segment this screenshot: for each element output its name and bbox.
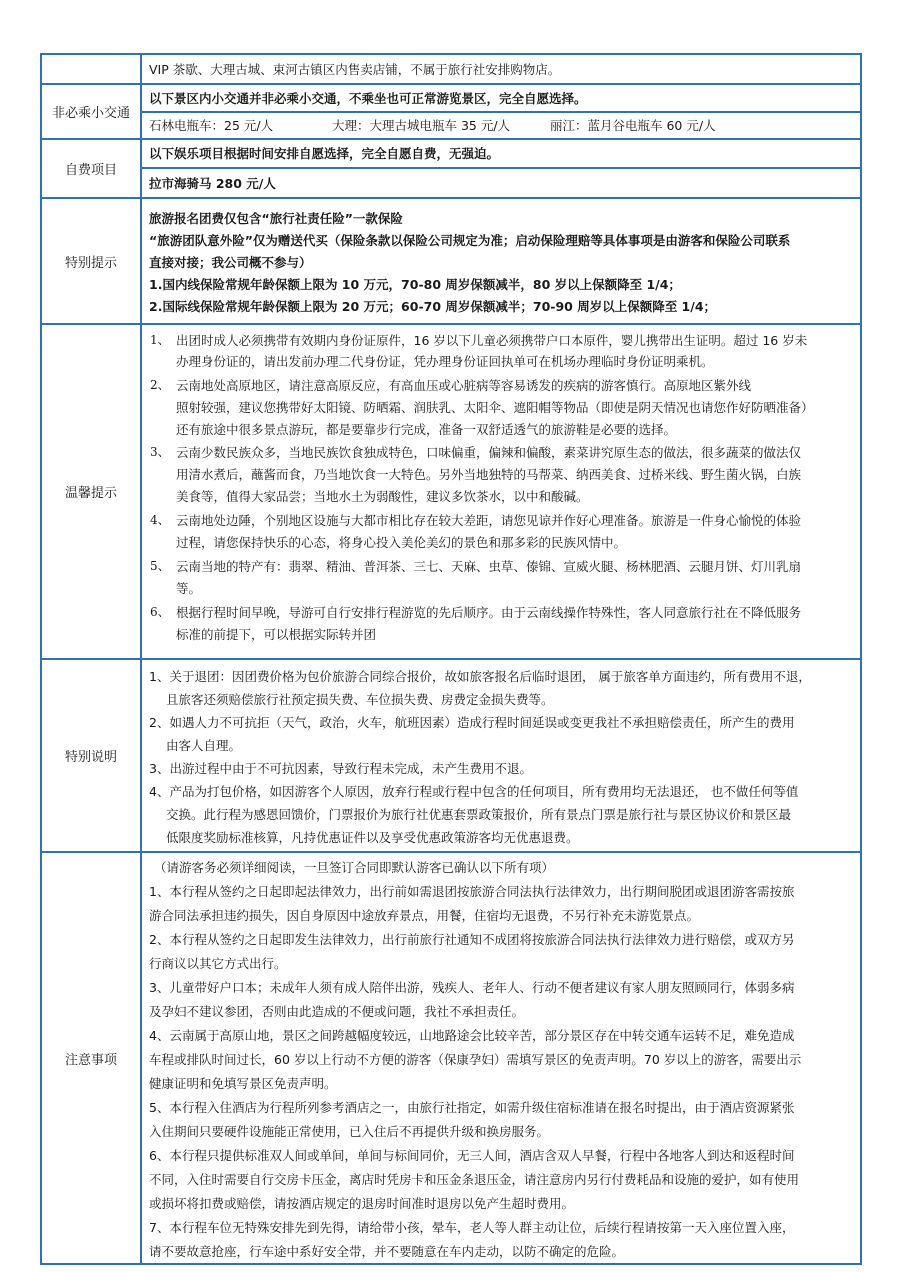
row-special-tips — [42, 199, 860, 325]
precaution-line: 1、本行程从签约之日起即起法律效力，出行前如需退团按旅游合同法执行法律效力，出行期间脱团或退团游客需按旅 — [149, 884, 795, 899]
warm-tip-line: 等。 — [176, 581, 202, 596]
special-note-line: 由客人自理。 — [166, 738, 242, 753]
warm-tip-line: 出团时成人必须携带有效期内身份证原件，16 岁以下儿童必须携带户口本原件，婴儿携带出生证明。超过 16 岁未 — [176, 333, 808, 348]
precaution-line: 入住期间只要硬件设施能正常使用，已入住后不再提供升级和换房服务。 — [149, 1124, 550, 1139]
precaution-line: 4、云南属于高原山地，景区之间跨越幅度较远，山地路途会比较辛苦，部分景区存在中转交通车运转不足，难免造成 — [149, 1028, 795, 1043]
special-note-line: 且旅客还须赔偿旅行社预定损失费、车位损失费、房费定金损失费等。 — [166, 692, 554, 707]
transport-item-dali: 大理：大理古城电瓶车 35 元/人 — [332, 118, 511, 133]
transport-heading: 以下景区内小交通并非必乘小交通，不乘坐也可正常游览景区，完全自愿选择。 — [149, 91, 587, 106]
row-shopping-note — [42, 55, 860, 85]
itinerary-table — [40, 53, 862, 1265]
special-note-line: 2、如遇人力不可抗拒（天气，政治，火车，航班因素）造成行程时间延误或变更我社不承担赔偿责任，所产生的费用 — [149, 715, 795, 730]
warm-tip-line: 云南地处边陲，个别地区设施与大都市相比存在较大差距，请您见谅并作好心理准备。旅游是一件身心愉悦的体验 — [176, 513, 802, 528]
row-warm-tips — [42, 325, 860, 660]
warm-tip-number: 1、 — [150, 333, 170, 347]
row-label-transport: 非必乘小交通 — [42, 85, 142, 138]
warm-tip-number: 3、 — [150, 445, 170, 459]
warm-tip-line: 云南地处高原地区，请注意高原反应，有高血压或心脏病等容易诱发的疾病的游客慎行。高原地区紫外线 — [176, 378, 752, 393]
special-note-line: 1、关于退团：因团费价格为包价旅游合同综合报价，故如旅客报名后临时退团， 属于旅客单方面违约，所有费用不退， — [149, 669, 811, 684]
precaution-line: 7、本行程车位无特殊安排先到先得，请给带小孩，晕车，老人等人群主动让位，后续行程请按第一天入座位置入座， — [149, 1220, 795, 1235]
optional-heading: 以下娱乐项目根据时间安排自愿选择，完全自愿自费，无强迫。 — [149, 146, 500, 161]
precaution-line: 请不要故意抢座，行车途中系好安全带，并不要随意在车内走动，以防不确定的危险。 — [149, 1244, 625, 1259]
special-note-line: 交换。此行程为感恩回馈价，门票报价为旅行社优惠套票政策报价，所有景点门票是旅行社与景区协议价和景区最 — [166, 807, 792, 822]
row-label-warm-tips: 温馨提示 — [42, 325, 142, 658]
precaution-line: 3、儿童带好户口本；未成年人须有成人陪伴出游，残疾人、老年人、行动不便者建议有家人朋友照顾同行，体弱多病 — [149, 980, 795, 995]
precaution-line: 健康证明和免填写景区免责声明。 — [149, 1076, 337, 1091]
transport-item-lijiang: 丽江：蓝月谷电瓶车 60 元/人 — [550, 118, 716, 133]
precaution-line: 不同，入住时需要自行交房卡压金，离店时凭房卡和压金条退压金，请注意房内另行付费耗品和设施的爱护，如有使用 — [149, 1172, 800, 1187]
special-note-line: 4、产品为打包价格，如因游客个人原因，放弃行程或行程中包含的任何项目，所有费用均无法退还， 也不做任何等值 — [149, 784, 799, 799]
precaution-line: 5、本行程入住酒店为行程所列参考酒店之一，由旅行社指定，如需升级住宿标准请在报名时提出，由于酒店资源紧张 — [149, 1100, 795, 1115]
row-label-special-notes: 特别说明 — [42, 660, 142, 851]
precaution-line: 游合同法承担违约损失，因自身原因中途放弃景点，用餐，住宿均无退费，不另行补充未游览景点。 — [149, 908, 700, 923]
precaution-line: 及孕妇不建议参团，否则由此造成的不便或问题，我社不承担责任。 — [149, 1004, 525, 1019]
precaution-line: 或损坏将扣费或赔偿，请按酒店规定的退房时间准时退房以免产生超时费用。 — [149, 1196, 575, 1211]
special-tips-line: 1.国内线保险常规年龄保额上限为 10 万元，70-80 周岁保额减半，80 岁以上保额降至 1/4； — [149, 277, 681, 292]
special-tips-line: 2.国际线保险常规年龄保额上限为 20 万元；60-70 周岁保额减半；70-90 周岁以上保额降至 1/4； — [149, 299, 717, 314]
shopping-note-text: VIP 茶歇、大理古城、束河古镇区内售卖店铺，不属于旅行社安排购物店。 — [149, 62, 561, 77]
warm-tip-line: 云南少数民族众多，当地民族饮食独成特色，口味偏重，偏辣和偏酸，素菜讲究原生态的做法，很多蔬菜的做法仅 — [176, 445, 802, 460]
row-special-notes — [42, 660, 860, 853]
warm-tip-number: 6、 — [150, 605, 170, 619]
row-label-precautions: 注意事项 — [42, 853, 142, 1263]
optional-item: 拉市海骑马 280 元/人 — [149, 176, 276, 191]
warm-tip-line: 还有旅途中很多景点游玩，都是要靠步行完成，准备一双舒适透气的旅游鞋是必要的选择。 — [176, 422, 677, 437]
row-transport — [42, 85, 860, 140]
precaution-intro: （请游客务必须详细阅读，一旦签订合同即默认游客已确认以下所有项） — [154, 860, 555, 875]
transport-item-shilin: 石林电瓶车：25 元/人 — [149, 118, 274, 133]
warm-tip-line: 美食等，值得大家品尝；当地水土为弱酸性，建议多饮茶水，以中和酸碱。 — [176, 489, 589, 504]
warm-tip-number: 5、 — [150, 559, 170, 573]
special-tips-line: 直接对接；我公司概不参与） — [149, 255, 312, 270]
warm-tip-number: 4、 — [150, 513, 170, 527]
special-note-line: 低限度奖励标准核算，凡持优惠证件以及享受优惠政策游客均无优惠退费。 — [166, 830, 579, 845]
row-label-empty — [42, 55, 142, 83]
warm-tip-line: 云南当地的特产有：翡翠、精油、普洱茶、三七、天麻、虫草、傣锦、宣威火腿、杨林肥酒、云腿月饼、灯川乳扇 — [176, 559, 802, 574]
special-note-line: 3、出游过程中由于不可抗因素，导致行程未完成，未产生费用不退。 — [149, 761, 532, 776]
precaution-line: 2、本行程从签约之日起即发生法律效力，出行前旅行社通知不成团将按旅游合同法执行法律效力进行赔偿，或双方另 — [149, 932, 795, 947]
warm-tip-line: 标准的前提下，可以根据实际转并团 — [176, 627, 377, 642]
row-optional — [42, 140, 860, 199]
warm-tip-line: 过程，请您保持快乐的心态，将身心投入美伦美幻的景色和那多彩的民族风情中。 — [176, 535, 627, 550]
row-label-special-tips: 特别提示 — [42, 199, 142, 323]
precaution-line: 车程或排队时间过长，60 岁以上行动不方便的游客（保康孕妇）需填写景区的免责声明。70 岁以上的游客，需要出示 — [149, 1052, 802, 1067]
warm-tip-number: 2、 — [150, 378, 170, 392]
warm-tip-line: 办理身份证的，请出发前办理二代身份证，凭办理身份证回执单可在机场办理临时身份证明乘机。 — [176, 354, 714, 369]
row-precautions — [42, 853, 860, 1263]
precaution-line: 6、本行程只提供标准双人间或单间，单间与标间同价，无三人间，酒店含双人早餐，行程中各地客人到达和返程时间 — [149, 1148, 795, 1163]
special-tips-line: “旅游团队意外险”仅为赠送代买（保险条款以保险公司规定为准；启动保险理赔等具体事项是由游客和保险公司联系 — [149, 233, 791, 248]
warm-tip-line: 根据行程时间早晚，导游可自行安排行程游览的先后顺序。由于云南线操作特殊性，客人同意旅行社在不降低服务 — [176, 605, 802, 620]
row-label-optional: 自费项目 — [42, 140, 142, 197]
precaution-line: 行商议以其它方式出行。 — [149, 956, 287, 971]
warm-tip-line: 照射较强，建议您携带好太阳镜、防晒霜、润肤乳、太阳伞、遮阳帽等物品（即使是阴天情况也请您作好防晒准备） — [176, 400, 814, 415]
warm-tip-line: 用清水煮后，蘸酱而食，乃当地饮食一大特色。另外当地独特的马帮菜、纳西美食、过桥米线、野生菌火锅，白族 — [176, 467, 802, 482]
special-tips-line: 旅游报名团费仅包含“旅行社责任险”一款保险 — [149, 211, 403, 226]
